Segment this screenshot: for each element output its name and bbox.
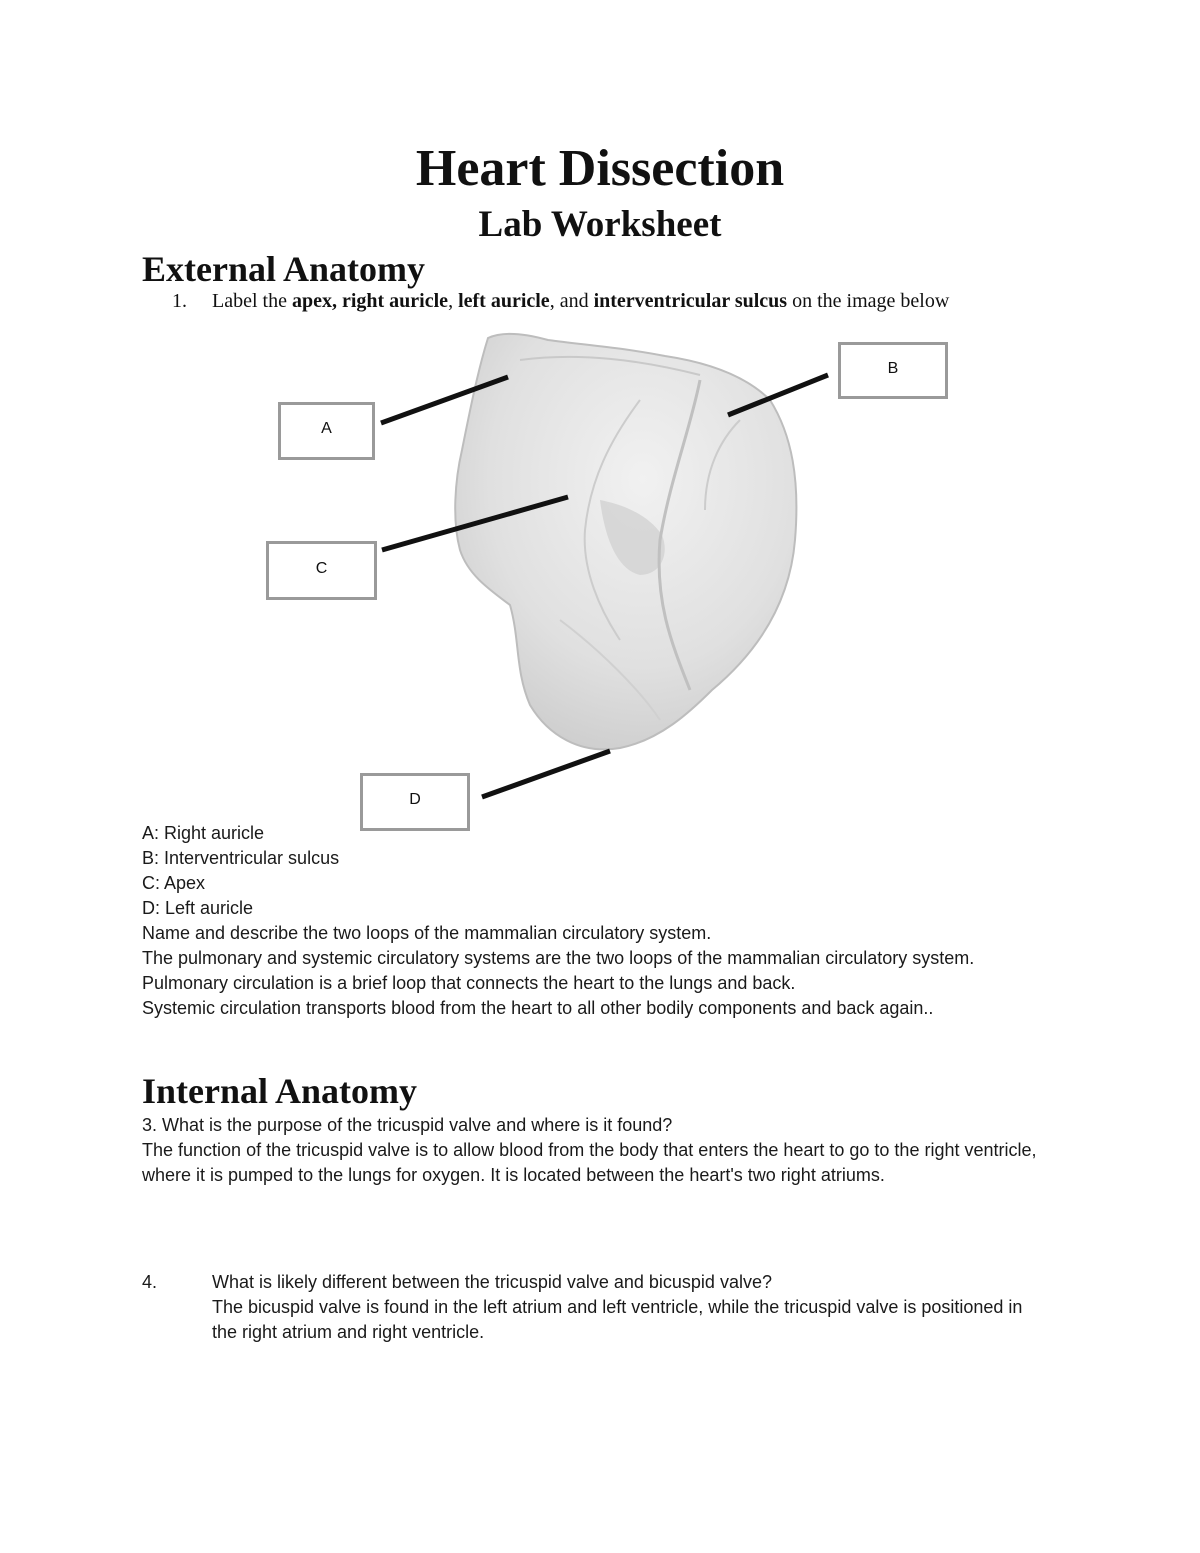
answer-c: C: Apex [142,873,206,893]
label-box-d: D [360,773,470,831]
label-box-c: C [266,541,377,600]
question-2: Name and describe the two loops of the mammalian circulatory system. [142,923,712,943]
answer-b: B: Interventricular sulcus [142,848,340,868]
question-4: What is likely different between the tricuspid valve and bicuspid valve? [212,1272,772,1292]
section-heading-external: External Anatomy [142,249,425,289]
question-4-number: 4. [142,1272,158,1292]
question-1: 1. Label the apex, right auricle, left auricle, and interventricular sulcus on the image below [172,290,950,312]
answer-2-line: Systemic circulation transports blood from the heart to all other bodily components and back again.. [142,998,934,1018]
answer-d: D: Left auricle [142,898,254,918]
worksheet-title: Heart Dissection [415,140,785,197]
answer-2-line: Pulmonary circulation is a brief loop that connects the heart to the lungs and back. [142,973,796,993]
leader-line-d [482,751,610,797]
question-3: 3. What is the purpose of the tricuspid valve and where is it found? [142,1115,673,1135]
heart-diagram [0,320,1200,840]
term-right-auricle: right auricle [341,290,449,312]
label-box-a: A [278,402,375,460]
question-4-block [212,1270,1052,1345]
section-heading-internal: Internal Anatomy [142,1071,418,1111]
question-3-block [142,1113,1082,1188]
answer-a: A: Right auricle [142,823,265,843]
heart-image [455,334,796,750]
answer-3: The function of the tricuspid valve is to allow blood from the body that enters the heart to go to the right ventricle, where it is pumped to the lungs for oxygen. It is located between the heart's two right atriums. [142,1140,1037,1185]
term-apex: apex [291,290,332,312]
answer-block-1-2 [142,821,1102,1021]
term-left-auricle: left auricle [458,290,550,312]
label-box-b: B [838,342,948,399]
answer-2-line: The pulmonary and systemic circulatory systems are the two loops of the mammalian circulatory system. [142,948,975,968]
answer-4: The bicuspid valve is found in the left atrium and left ventricle, while the tricuspid valve is positioned in the right atrium and right ventricle. [212,1297,1023,1342]
question-1-number: 1. [172,290,187,312]
term-interventricular-sulcus: interventricular sulcus [593,290,788,312]
worksheet-subtitle: Lab Worksheet [478,204,722,245]
